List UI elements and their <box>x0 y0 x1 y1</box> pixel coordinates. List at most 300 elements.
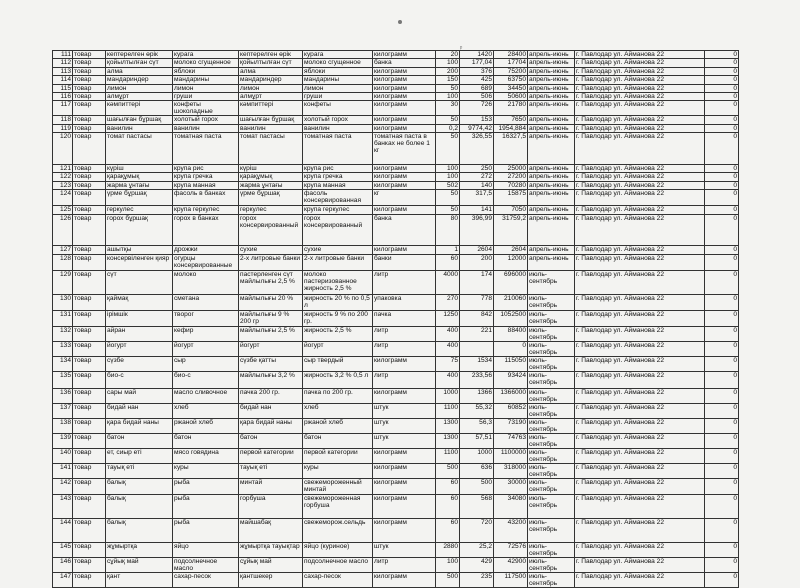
advance-percent-cell: 0 <box>705 84 739 92</box>
unit-price-cell: 689 <box>460 84 494 92</box>
name-kz-cell: ірімшік <box>106 311 173 327</box>
spec-ru-cell: сухие <box>303 246 373 254</box>
item-type-cell: товар <box>73 214 106 246</box>
delivery-address-cell: г. Павлодар ул. Айманова 22 <box>575 76 705 84</box>
spec-ru-cell: жирность 3,2 % 0,5 л <box>303 372 373 388</box>
item-type-cell: товар <box>73 342 106 357</box>
total-sum-cell: 50600 <box>494 92 528 100</box>
table-row <box>53 403 739 418</box>
name-kz-cell: йогурт <box>106 342 173 357</box>
total-sum-cell: 210060 <box>494 295 528 311</box>
name-ru-cell: йогурт <box>173 342 239 357</box>
unit-price-cell: 272 <box>460 173 494 181</box>
spec-ru-cell: крупа рис <box>303 164 373 172</box>
unit-price-cell: 425 <box>460 76 494 84</box>
delivery-address-cell: г. Павлодар ул. Айманова 22 <box>575 295 705 311</box>
unit-cell: килограмм <box>373 116 436 124</box>
table-row <box>53 478 739 494</box>
row-number-cell: 130 <box>53 295 73 311</box>
quantity-cell: 4000 <box>436 271 460 295</box>
name-kz-cell: қант <box>106 572 173 587</box>
name-kz-cell: балық <box>106 478 173 494</box>
unit-price-cell: 1000 <box>460 448 494 463</box>
delivery-period-cell: апрель-июнь <box>528 67 575 75</box>
table-row <box>53 181 739 189</box>
unit-cell: килограмм <box>373 572 436 587</box>
name-kz-cell: қара бидай наны <box>106 418 173 433</box>
name-kz-cell: үрме бұршақ <box>106 190 173 206</box>
advance-percent-cell: 0 <box>705 51 739 59</box>
unit-price-cell: 720 <box>460 518 494 542</box>
delivery-address-cell: г. Павлодар ул. Айманова 22 <box>575 67 705 75</box>
name-kz-cell: ет, сиыр еті <box>106 448 173 463</box>
total-sum-cell: 27200 <box>494 173 528 181</box>
delivery-period-cell: апрель-июнь <box>528 101 575 116</box>
spec-kz-cell: ванилин <box>239 124 303 132</box>
unit-price-cell: 177,04 <box>460 59 494 67</box>
unit-cell: килограмм <box>373 388 436 403</box>
advance-percent-cell: 0 <box>705 295 739 311</box>
delivery-period-cell: июль-сентябрь <box>528 448 575 463</box>
unit-price-cell: 140 <box>460 181 494 189</box>
advance-percent-cell: 0 <box>705 494 739 518</box>
spec-ru-cell: пачка по 200 гр. <box>303 388 373 403</box>
delivery-period-cell: июль-сентябрь <box>528 433 575 448</box>
delivery-address-cell: г. Павлодар ул. Айманова 22 <box>575 190 705 206</box>
item-type-cell: товар <box>73 76 106 84</box>
delivery-address-cell: г. Павлодар ул. Айманова 22 <box>575 542 705 557</box>
delivery-address-cell: г. Павлодар ул. Айманова 22 <box>575 173 705 181</box>
unit-price-cell: 842 <box>460 311 494 327</box>
row-number-cell: 127 <box>53 246 73 254</box>
table-row <box>53 557 739 572</box>
table-row <box>53 173 739 181</box>
total-sum-cell: 1366000 <box>494 388 528 403</box>
table-row <box>53 295 739 311</box>
delivery-address-cell: г. Павлодар ул. Айманова 22 <box>575 271 705 295</box>
item-type-cell: товар <box>73 190 106 206</box>
name-ru-cell: рыба <box>173 478 239 494</box>
item-type-cell: товар <box>73 181 106 189</box>
delivery-period-cell: июль-сентябрь <box>528 311 575 327</box>
name-ru-cell: куры <box>173 463 239 478</box>
name-kz-cell: мандариндер <box>106 76 173 84</box>
spec-ru-cell: свежеморож.сельдь <box>303 518 373 542</box>
total-sum-cell: 1954,884 <box>494 124 528 132</box>
delivery-period-cell: июль-сентябрь <box>528 357 575 372</box>
name-kz-cell: қойылтылған сүт <box>106 59 173 67</box>
item-type-cell: товар <box>73 463 106 478</box>
delivery-period-cell: июль-сентябрь <box>528 372 575 388</box>
quantity-cell: 400 <box>436 372 460 388</box>
name-kz-cell: кәмпиттері <box>106 101 173 116</box>
item-type-cell: товар <box>73 295 106 311</box>
spec-kz-cell: майлылығы 20 % <box>239 295 303 311</box>
unit-cell: килограмм <box>373 173 436 181</box>
spec-kz-cell: қойылтылған сүт <box>239 59 303 67</box>
spec-kz-cell: шағылған бұршақ <box>239 116 303 124</box>
total-sum-cell: 30000 <box>494 478 528 494</box>
delivery-address-cell: г. Павлодар ул. Айманова 22 <box>575 92 705 100</box>
name-ru-cell: конфеты шоколадные <box>173 101 239 116</box>
total-sum-cell: 75200 <box>494 67 528 75</box>
total-sum-cell: 72576 <box>494 542 528 557</box>
spec-kz-cell: сұйық май <box>239 557 303 572</box>
delivery-period-cell: апрель-июнь <box>528 206 575 214</box>
name-ru-cell: кефир <box>173 327 239 342</box>
name-kz-cell: сүт <box>106 271 173 295</box>
name-ru-cell: ржаной хлеб <box>173 418 239 433</box>
name-kz-cell: шағылған бұршақ <box>106 116 173 124</box>
quantity-cell: 100 <box>436 557 460 572</box>
quantity-cell: 1100 <box>436 448 460 463</box>
total-sum-cell: 696000 <box>494 271 528 295</box>
table-row <box>53 463 739 478</box>
spec-ru-cell: свежемороженный минтай <box>303 478 373 494</box>
unit-price-cell: 55,32 <box>460 403 494 418</box>
table-row <box>53 124 739 132</box>
unit-cell: килограмм <box>373 84 436 92</box>
table-row <box>53 51 739 59</box>
spec-kz-cell: бидай нан <box>239 403 303 418</box>
name-ru-cell: творог <box>173 311 239 327</box>
delivery-address-cell: г. Павлодар ул. Айманова 22 <box>575 448 705 463</box>
unit-price-cell: 235 <box>460 572 494 587</box>
name-ru-cell: сметана <box>173 295 239 311</box>
unit-cell: литр <box>373 342 436 357</box>
unit-cell: килограмм <box>373 206 436 214</box>
unit-price-cell: 376 <box>460 67 494 75</box>
row-number-cell: 129 <box>53 271 73 295</box>
spec-ru-cell: яблоки <box>303 67 373 75</box>
row-number-cell: 125 <box>53 206 73 214</box>
name-ru-cell: горох в банках <box>173 214 239 246</box>
spec-ru-cell: жирность 20 % по 0,5 л <box>303 295 373 311</box>
delivery-address-cell: г. Павлодар ул. Айманова 22 <box>575 433 705 448</box>
item-type-cell: товар <box>73 478 106 494</box>
total-sum-cell: 63750 <box>494 76 528 84</box>
table-row <box>53 542 739 557</box>
spec-ru-cell: свежемороженная горбуша <box>303 494 373 518</box>
name-kz-cell: алма <box>106 67 173 75</box>
total-sum-cell: 1052500 <box>494 311 528 327</box>
unit-price-cell: 636 <box>460 463 494 478</box>
advance-percent-cell: 0 <box>705 76 739 84</box>
item-type-cell: товар <box>73 133 106 165</box>
quantity-cell: 50 <box>436 84 460 92</box>
spec-kz-cell: геркулес <box>239 206 303 214</box>
quantity-cell: 200 <box>436 67 460 75</box>
spec-ru-cell: горох консервированный <box>303 214 373 246</box>
spec-ru-cell: мандарины <box>303 76 373 84</box>
unit-cell: пачка <box>373 311 436 327</box>
spec-ru-cell: конфеты <box>303 101 373 116</box>
total-sum-cell: 1100000 <box>494 448 528 463</box>
delivery-period-cell: апрель-июнь <box>528 116 575 124</box>
table-row <box>53 246 739 254</box>
name-ru-cell: подсолнечное масло <box>173 557 239 572</box>
spec-ru-cell: подсолнечное масло <box>303 557 373 572</box>
delivery-address-cell: г. Павлодар ул. Айманова 22 <box>575 357 705 372</box>
unit-cell: килограмм <box>373 478 436 494</box>
procurement-table <box>52 50 739 588</box>
spec-kz-cell: минтай <box>239 478 303 494</box>
table-row <box>53 190 739 206</box>
spec-kz-cell: батон <box>239 433 303 448</box>
delivery-period-cell: апрель-июнь <box>528 124 575 132</box>
spec-kz-cell: пачка 200 гр. <box>239 388 303 403</box>
row-number-cell: 140 <box>53 448 73 463</box>
name-ru-cell: рыба <box>173 518 239 542</box>
delivery-address-cell: г. Павлодар ул. Айманова 22 <box>575 463 705 478</box>
item-type-cell: товар <box>73 372 106 388</box>
row-number-cell: 114 <box>53 76 73 84</box>
spec-kz-cell: первой категории <box>239 448 303 463</box>
advance-percent-cell: 0 <box>705 181 739 189</box>
spec-ru-cell: лимон <box>303 84 373 92</box>
spec-ru-cell: груши <box>303 92 373 100</box>
name-ru-cell: крупа гречка <box>173 173 239 181</box>
row-number-cell: 115 <box>53 84 73 92</box>
item-type-cell: товар <box>73 206 106 214</box>
spec-kz-cell: йогурт <box>239 342 303 357</box>
name-ru-cell: фасоль в банках <box>173 190 239 206</box>
row-number-cell: 120 <box>53 133 73 165</box>
unit-cell: килограмм <box>373 124 436 132</box>
quantity-cell: 60 <box>436 478 460 494</box>
quantity-cell: 1300 <box>436 433 460 448</box>
delivery-address-cell: г. Павлодар ул. Айманова 22 <box>575 403 705 418</box>
spec-ru-cell: ржаной хлеб <box>303 418 373 433</box>
name-ru-cell: крупа рис <box>173 164 239 172</box>
scan-mark: ᵖ <box>460 46 463 52</box>
quantity-cell: 50 <box>436 116 460 124</box>
name-ru-cell: хлеб <box>173 403 239 418</box>
spec-kz-cell: майшабақ <box>239 518 303 542</box>
delivery-address-cell: г. Павлодар ул. Айманова 22 <box>575 372 705 388</box>
spec-kz-cell: сүзбе қатты <box>239 357 303 372</box>
total-sum-cell: 25000 <box>494 164 528 172</box>
name-ru-cell: ванилин <box>173 124 239 132</box>
name-ru-cell: дрожжи <box>173 246 239 254</box>
total-sum-cell: 0 <box>494 342 528 357</box>
spec-ru-cell: крупа манная <box>303 181 373 189</box>
quantity-cell: 50 <box>436 133 460 165</box>
total-sum-cell: 28400 <box>494 51 528 59</box>
delivery-period-cell: апрель-июнь <box>528 133 575 165</box>
name-ru-cell: крупа геркулес <box>173 206 239 214</box>
spec-kz-cell: үрме бұршақ <box>239 190 303 206</box>
quantity-cell: 50 <box>436 190 460 206</box>
unit-cell: килограмм <box>373 463 436 478</box>
total-sum-cell: 16327,5 <box>494 133 528 165</box>
unit-price-cell: 1534 <box>460 357 494 372</box>
advance-percent-cell: 0 <box>705 116 739 124</box>
unit-cell: штук <box>373 542 436 557</box>
table-row <box>53 164 739 172</box>
delivery-period-cell: июль-сентябрь <box>528 542 575 557</box>
item-type-cell: товар <box>73 92 106 100</box>
total-sum-cell: 31759,2 <box>494 214 528 246</box>
punch-hole-mark <box>398 20 402 24</box>
item-type-cell: товар <box>73 418 106 433</box>
table-row <box>53 418 739 433</box>
delivery-address-cell: г. Павлодар ул. Айманова 22 <box>575 164 705 172</box>
delivery-address-cell: г. Павлодар ул. Айманова 22 <box>575 101 705 116</box>
delivery-period-cell: апрель-июнь <box>528 164 575 172</box>
unit-price-cell: 233,56 <box>460 372 494 388</box>
advance-percent-cell: 0 <box>705 433 739 448</box>
advance-percent-cell: 0 <box>705 327 739 342</box>
name-kz-cell: томат пастасы <box>106 133 173 165</box>
quantity-cell: 1300 <box>436 418 460 433</box>
table-row <box>53 76 739 84</box>
delivery-period-cell: апрель-июнь <box>528 92 575 100</box>
spec-ru-cell: 2-х литровые банки <box>303 254 373 270</box>
row-number-cell: 135 <box>53 372 73 388</box>
advance-percent-cell: 0 <box>705 214 739 246</box>
quantity-cell: 50 <box>436 206 460 214</box>
row-number-cell: 138 <box>53 418 73 433</box>
spec-ru-cell: томатная паста <box>303 133 373 165</box>
delivery-period-cell: июль-сентябрь <box>528 494 575 518</box>
quantity-cell: 1100 <box>436 403 460 418</box>
spec-ru-cell: йогурт <box>303 342 373 357</box>
advance-percent-cell: 0 <box>705 124 739 132</box>
unit-cell: килограмм <box>373 92 436 100</box>
spec-kz-cell: қантшекер <box>239 572 303 587</box>
unit-cell: литр <box>373 557 436 572</box>
unit-cell: килограмм <box>373 181 436 189</box>
unit-price-cell: 317,5 <box>460 190 494 206</box>
advance-percent-cell: 0 <box>705 357 739 372</box>
delivery-period-cell: апрель-июнь <box>528 190 575 206</box>
item-type-cell: товар <box>73 557 106 572</box>
name-ru-cell: мандарины <box>173 76 239 84</box>
quantity-cell: 20 <box>436 51 460 59</box>
unit-price-cell: 1366 <box>460 388 494 403</box>
row-number-cell: 123 <box>53 181 73 189</box>
item-type-cell: товар <box>73 173 106 181</box>
spec-kz-cell: алмұрт <box>239 92 303 100</box>
total-sum-cell: 318000 <box>494 463 528 478</box>
quantity-cell: 100 <box>436 164 460 172</box>
name-ru-cell: молоко <box>173 271 239 295</box>
unit-cell: килограмм <box>373 67 436 75</box>
quantity-cell: 502 <box>436 181 460 189</box>
item-type-cell: товар <box>73 84 106 92</box>
unit-price-cell: 1420 <box>460 51 494 59</box>
spec-kz-cell: алма <box>239 67 303 75</box>
advance-percent-cell: 0 <box>705 133 739 165</box>
delivery-address-cell: г. Павлодар ул. Айманова 22 <box>575 327 705 342</box>
item-type-cell: товар <box>73 124 106 132</box>
quantity-cell: 1 <box>436 246 460 254</box>
name-ru-cell: лимон <box>173 84 239 92</box>
unit-price-cell: 153 <box>460 116 494 124</box>
quantity-cell: 500 <box>436 572 460 587</box>
table-row <box>53 433 739 448</box>
row-number-cell: 134 <box>53 357 73 372</box>
delivery-period-cell: июль-сентябрь <box>528 295 575 311</box>
unit-price-cell: 9774,42 <box>460 124 494 132</box>
unit-cell: кг <box>373 190 436 206</box>
item-type-cell: товар <box>73 246 106 254</box>
row-number-cell: 116 <box>53 92 73 100</box>
advance-percent-cell: 0 <box>705 403 739 418</box>
name-kz-cell: кептерелген өрік <box>106 51 173 59</box>
delivery-address-cell: г. Павлодар ул. Айманова 22 <box>575 59 705 67</box>
delivery-period-cell: апрель-июнь <box>528 84 575 92</box>
table-row <box>53 84 739 92</box>
unit-cell: литр <box>373 327 436 342</box>
spec-ru-cell: яйцо (куриное) <box>303 542 373 557</box>
quantity-cell: 60 <box>436 494 460 518</box>
total-sum-cell: 42900 <box>494 557 528 572</box>
name-kz-cell: ашытқы <box>106 246 173 254</box>
unit-price-cell: 726 <box>460 101 494 116</box>
unit-price-cell: 57,51 <box>460 433 494 448</box>
spec-ru-cell: первой категории <box>303 448 373 463</box>
delivery-address-cell: г. Павлодар ул. Айманова 22 <box>575 388 705 403</box>
spec-ru-cell: жирность 9 % по 200 гр. <box>303 311 373 327</box>
row-number-cell: 126 <box>53 214 73 246</box>
item-type-cell: товар <box>73 164 106 172</box>
unit-price-cell: 200 <box>460 254 494 270</box>
total-sum-cell: 73190 <box>494 418 528 433</box>
delivery-period-cell: июль-сентябрь <box>528 271 575 295</box>
unit-cell: килограмм <box>373 246 436 254</box>
spec-kz-cell: сухие <box>239 246 303 254</box>
item-type-cell: товар <box>73 116 106 124</box>
item-type-cell: товар <box>73 254 106 270</box>
total-sum-cell: 60852 <box>494 403 528 418</box>
quantity-cell: 60 <box>436 254 460 270</box>
unit-cell: килограмм <box>373 518 436 542</box>
spec-kz-cell: майлылығы 9 % 200 гр <box>239 311 303 327</box>
advance-percent-cell: 0 <box>705 190 739 206</box>
name-kz-cell: тауық еті <box>106 463 173 478</box>
table-row <box>53 254 739 270</box>
advance-percent-cell: 0 <box>705 164 739 172</box>
name-ru-cell: мясо говядина <box>173 448 239 463</box>
unit-cell: банки <box>373 254 436 270</box>
spec-ru-cell: куры <box>303 463 373 478</box>
total-sum-cell: 21780 <box>494 101 528 116</box>
table-row <box>53 92 739 100</box>
delivery-address-cell: г. Павлодар ул. Айманова 22 <box>575 246 705 254</box>
table-row <box>53 133 739 165</box>
item-type-cell: товар <box>73 67 106 75</box>
total-sum-cell: 74763 <box>494 433 528 448</box>
advance-percent-cell: 0 <box>705 572 739 587</box>
advance-percent-cell: 0 <box>705 67 739 75</box>
spec-kz-cell: пастерленген сүт майлылығы 2,5 % <box>239 271 303 295</box>
spec-kz-cell: тауық еті <box>239 463 303 478</box>
table-row <box>53 572 739 587</box>
unit-price-cell: 174 <box>460 271 494 295</box>
unit-cell: штук <box>373 433 436 448</box>
quantity-cell: 30 <box>436 101 460 116</box>
name-ru-cell: курага <box>173 51 239 59</box>
item-type-cell: товар <box>73 327 106 342</box>
spec-kz-cell: қара бидай наны <box>239 418 303 433</box>
spec-ru-cell: крупа геркулес <box>303 206 373 214</box>
spec-ru-cell: курага <box>303 51 373 59</box>
unit-price-cell: 25,2 <box>460 542 494 557</box>
spec-ru-cell: сыр твердый <box>303 357 373 372</box>
delivery-address-cell: г. Павлодар ул. Айманова 22 <box>575 494 705 518</box>
